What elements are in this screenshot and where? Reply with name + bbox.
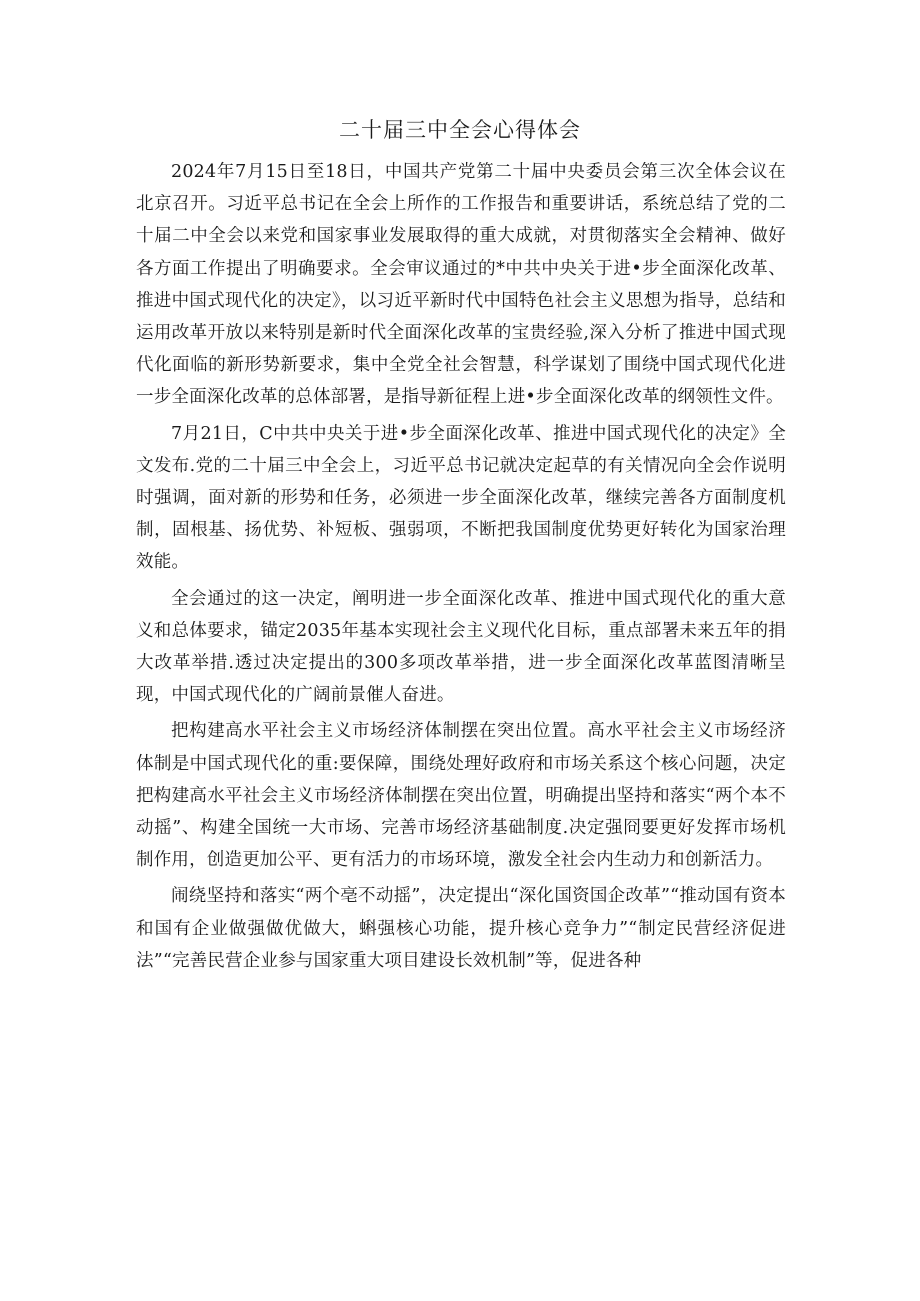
paragraph-5: 闹绕坚持和落实“两个亳不动摇”，决定提出“深化国资国企改革”“推动国有资本和国有企业做强做优做大，蝌强核心功能，提升核心竞争力”“制定民营经济促进法”“完善民营企业参与国家重大项目建设长效机制”等，促进各种 — [136, 886, 786, 971]
document-body — [136, 156, 786, 981]
paragraph-3: 全会通过的这一决定，阐明进一步全面深化改革、推进中国式现代化的重大意义和总体要求，锚定2035年基本实现社会主义现代化目标，重点部署未来五年的捐大改革举措.透过决定提出的300多项改革举措，进一步全面深化改革蓝图清晰呈现，中国式现代化的广阔前景催人奋进。 — [136, 588, 786, 706]
document-title: 二十届三中全会心得体会 — [339, 118, 581, 142]
paragraph-1: 2024年7月15日至18日，中国共产党第二十届中央委员会第三次全体会议在北京召开。习近平总书记在全会上所作的工作报告和重要讲话，系统总结了党的二十届二中全会以来党和国家事业发展取得的重大成就，对贯彻落实全会精神、做好各方面工作提出了明确要求。全会审议通过的*中共中央关于进•步全面深化改革、推进中国式现代化的决定》，以习近平新时代中国特色社会主义思想为指导，总结和运用改革开放以来特别是新时代全面深化改革的宝贵经验,深入分析了推进中国式现代化面临的新形势新要求，集中全党全社会智慧，科学谋划了围绕中国式现代化进一步全面深化改革的总体部署，是指导新征程上进•步全面深化改革的纲领性文件。 — [136, 162, 786, 408]
paragraph-4: 把构建高水平社会主义市场经济体制摆在突出位置。高水平社会主义市场经济体制是中国式现代化的重:要保障，围绕处理好政府和市场关系这个核心问题，决定把构建高水平社会主义市场经济体制摆在突出位置，明确提出坚持和落实“两个本不动摇”、构建全国统一大市场、完善市场经济基础制度.决定强冏要更好发挥市场机制作用，创造更加公平、更有活力的市场环境，激发全社会内生动力和创新活力。 — [136, 721, 786, 871]
paragraph-2: 7月21日，C中共中央关于进•步全面深化改革、推进中国式现代化的决定》全文发布.党的二十届三中全会上，习近平总书记就决定起草的有关情况向全会作说明时强调，面对新的形势和任务，必须进一步全面深化改革，继续完善各方面制度机制，固根基、扬优势、补短板、强弱项，不断把我国制度优势更好转化为国家治理效能。 — [136, 423, 786, 573]
